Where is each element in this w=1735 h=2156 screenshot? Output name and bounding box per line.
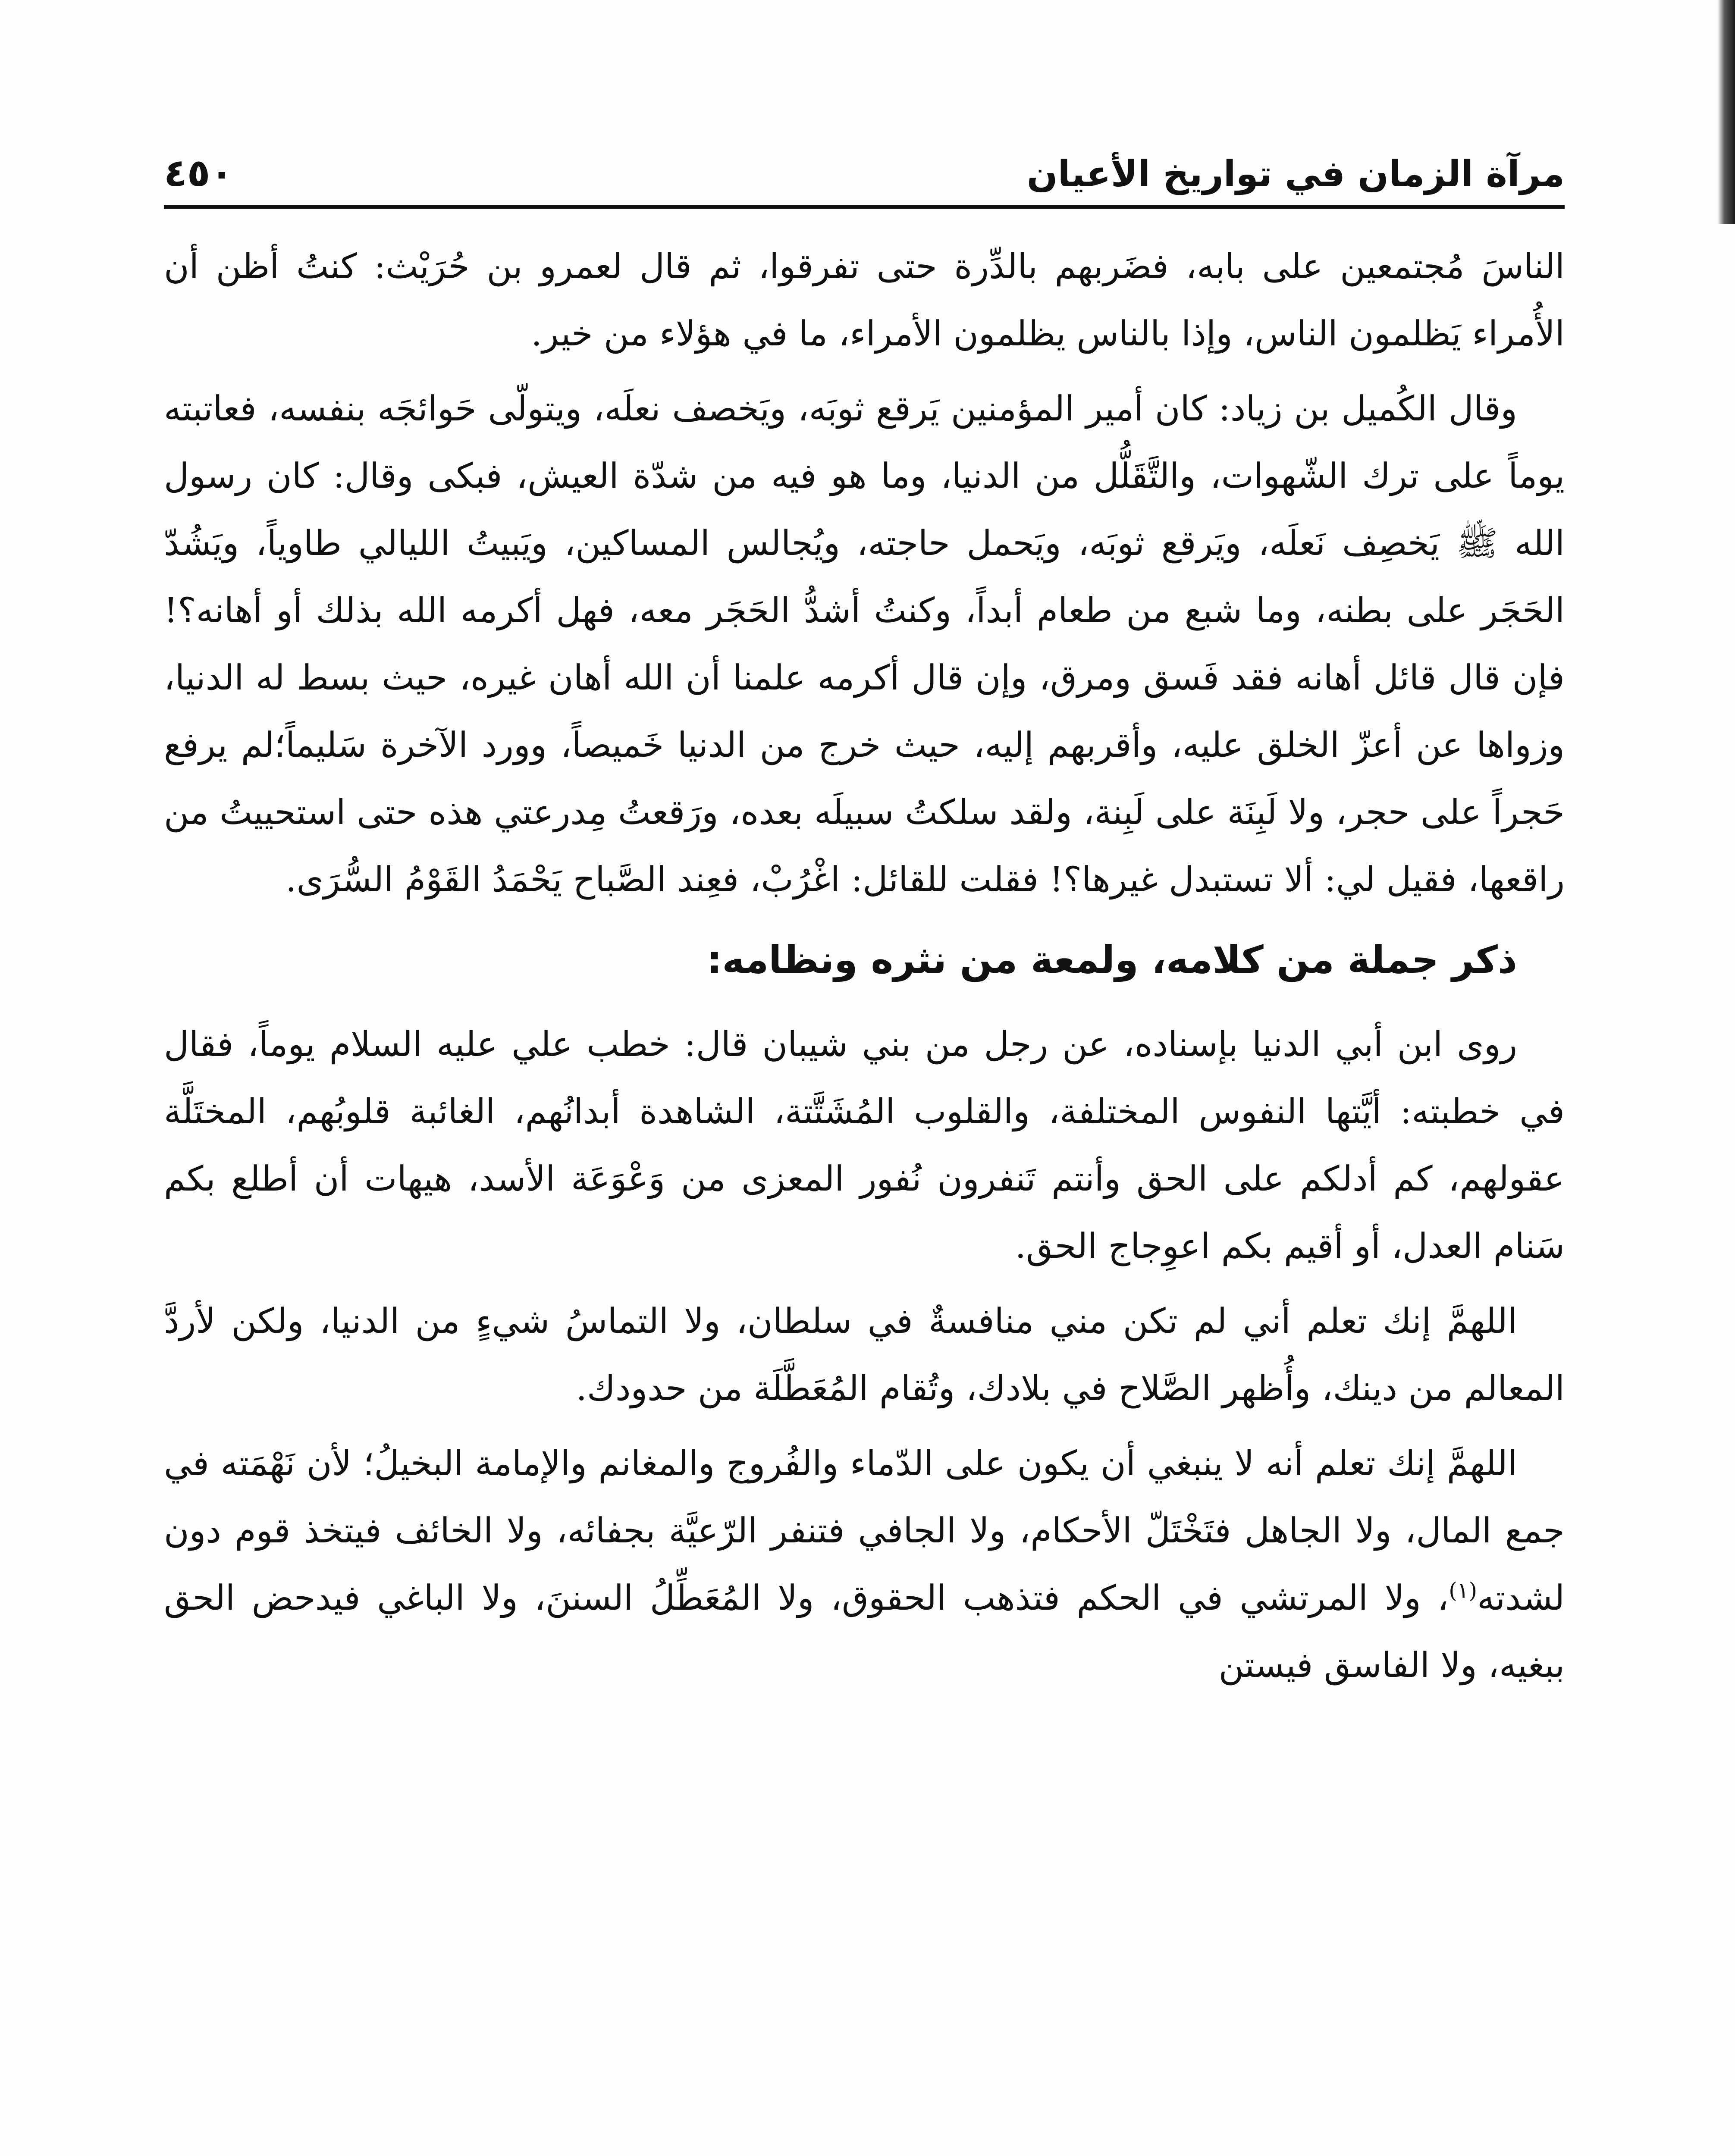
scan-edge-shadow [1718,0,1735,224]
footnote-reference: (١) [1449,1578,1478,1603]
main-text [164,233,1565,1699]
book-title: مرآة الزمان في تواريخ الأعيان [1026,153,1565,195]
paragraph-prayer-1: اللهمَّ إنك تعلم أني لم تكن مني منافسةٌ في سلطان، ولا التماسُ شيءٍ من الدنيا، ولكن لأردَّ المعالم من دينك، وأُظهر الصَّلاح في بلادك، وتُقام المُعَطَّلَة من حدودك. [164,1301,1565,1408]
paragraph-prayer-2 [164,1430,1565,1699]
page-number: ٤٥٠ [164,150,234,195]
paragraph-prayer-2-text-a: اللهمَّ إنك تعلم أنه لا ينبغي أن يكون على الدّماء والفُروج والمغانم والإمامة البخيلُ؛ لأن نَهْمَته في جمع المال، ولا الجاهل فتَخْتَلّ الأحكام، ولا الجافي فتنفر الرّعيَّة بجفائه، ولا الخائف فيتخذ قوم دون لشدته [164,1443,1565,1618]
header-rule [164,205,1565,209]
paragraph-prayer-2-text-b: ، ولا المرتشي في الحكم فتذهب الحقوق، ولا المُعَطِّلُ السننَ، ولا الباغي فيدحض الحق ببغيه، ولا الفاسق فيستن [164,1578,1565,1685]
paragraph-continued: الناسَ مُجتمعين على بابه، فضَربهم بالدِّرة حتى تفرقوا، ثم قال لعمرو بن حُرَيْث: كنتُ أظن أن الأُمراء يَظلمون الناس، وإذا بالناس يظلمون الأمراء، ما في هؤلاء من خير. [164,246,1565,354]
running-header [164,129,1565,207]
section-heading: ذكر جملة من كلامه، ولمعة من نثره ونظامه: [707,937,1517,982]
paragraph-sermon: روى ابن أبي الدنيا بإسناده، عن رجل من بني شيبان قال: خطب علي عليه السلام يوماً، فقال في خطبته: أيَّتها النفوس المختلفة، والقلوب المُشَتَّتة، الشاهدة أبدانُهم، الغائبة قلوبُهم، المختَلَّة عقولهم، كم أدلكم على الحق وأنتم تَنفرون نُفور المعزى من وَعْوَعَة الأسد، هيهات أن أطلع بكم سَنام العدل، أو أقيم بكم اعوِجاج الحق. [164,1024,1565,1266]
paragraph-kumayl: وقال الكُميل بن زياد: كان أمير المؤمنين يَرقع ثوبَه، ويَخصف نعلَه، ويتولّى حَوائجَه بنفسه، فعاتبته يوماً على ترك الشّهوات، والتَّقَلُّل من الدنيا، وما هو فيه من شدّة العيش، فبكى وقال: كان رسول الله ﷺ يَخصِف نَعلَه، ويَرقع ثوبَه، ويَحمل حاجته، ويُجالس المساكين، ويَبيتُ الليالي طاوياً، ويَشُدّ الحَجَر على بطنه، وما شبع من طعام أبداً، وكنتُ أشدُّ الحَجَر معه، فهل أكرمه الله بذلك أو أهانه؟! فإن قال قائل أهانه فقد فَسق ومرق، وإن قال أكرمه علمنا أن الله أهان غيره، حيث بسط له الدنيا، وزواها عن أعزّ الخلق عليه، وأقربهم إليه، حيث خرج من الدنيا خَميصاً، وورد الآخرة سَليماً؛لم يرفع حَجراً على حجر، ولا لَبِنَة على لَبِنة، ولقد سلكتُ سبيلَه بعده، ورَقعتُ مِدرعتي هذه حتى استحييتُ من راقعها، فقيل لي: ألا تستبدل غيرها؟! فقلت للقائل: اغْرُبْ، فعِند الصَّباح يَحْمَدُ القَوْمُ السُّرَى. [164,389,1565,899]
